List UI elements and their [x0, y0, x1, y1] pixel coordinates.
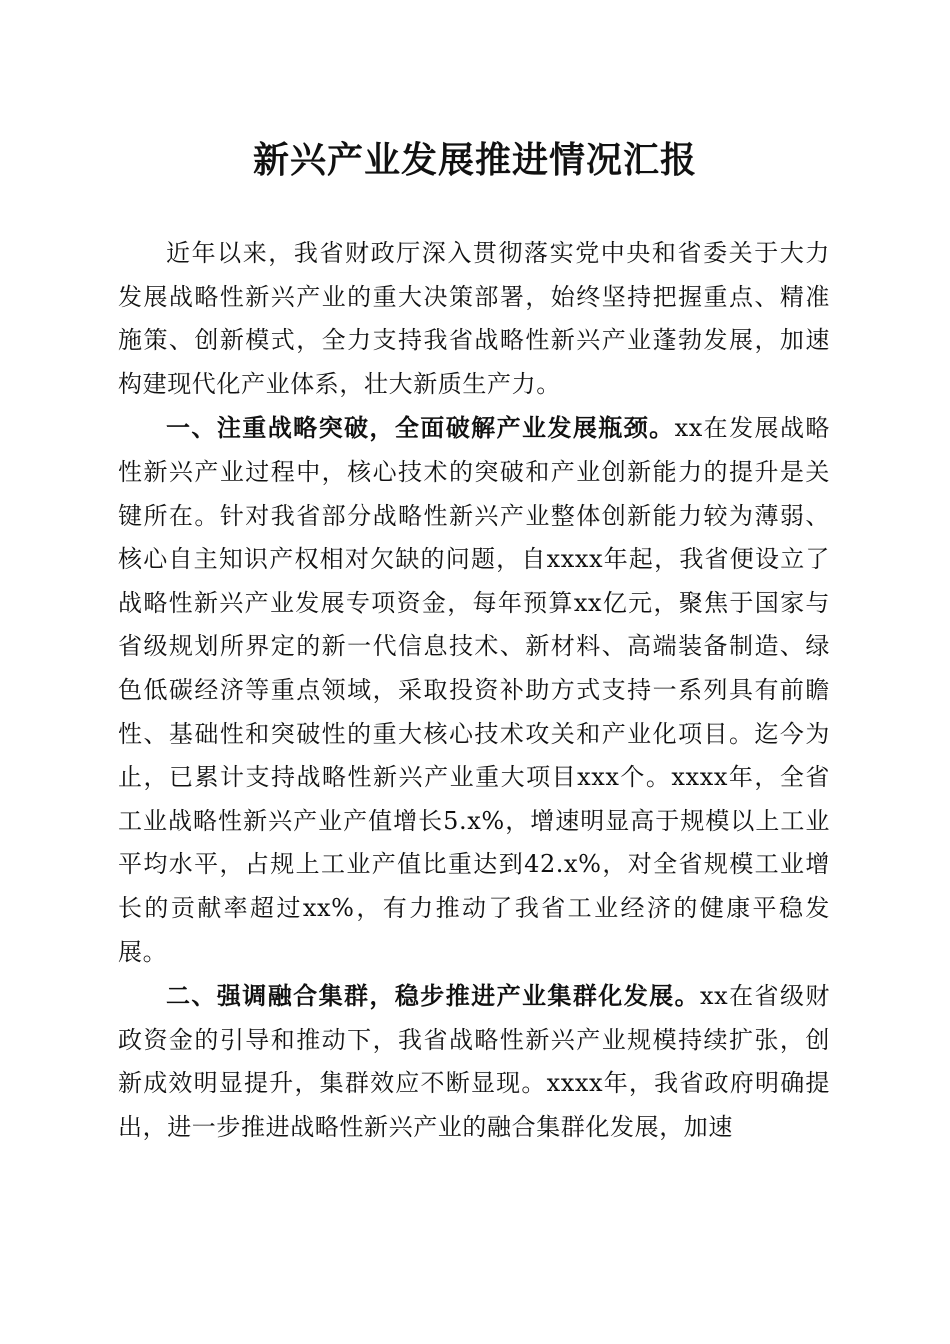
section-paragraph-2 [118, 975, 830, 1149]
section-heading-2: 二、强调融合集群，稳步推进产业集群化发展。 [166, 982, 701, 1011]
intro-paragraph: 近年以来，我省财政厅深入贯彻落实党中央和省委关于大力发展战略性新兴产业的重大决策部署，始终坚持把握重点、精准施策、创新模式，全力支持我省战略性新兴产业蓬勃发展，加速构建现代化产业体系，壮大新质生产力。 [118, 239, 830, 398]
section-text-2: xx在省级财政资金的引导和推动下，我省战略性新兴产业规模持续扩张，创新成效明显提升，集群效应不断显现。xxxx年，我省政府明确提出，进一步推进战略性新兴产业的融合集群化发展，加速 [118, 982, 831, 1141]
section-text-1: xx在发展战略性新兴产业过程中，核心技术的突破和产业创新能力的提升是关键所在。针对我省部分战略性新兴产业整体创新能力较为薄弱、核心自主知识产权相对欠缺的问题，自xxxx年起，我省便设立了战略性新兴产业发展专项资金，每年预算xx亿元，聚焦于国家与省级规划所界定的新一代信息技术、新材料、高端装备制造、绿色低碳经济等重点领域，采取投资补助方式支持一系列具有前瞻性、基础性和突破性的重大核心技术攻关和产业化项目。迄今为止，已累计支持战略性新兴产业重大项目xxx个。xxxx年，全省工业战略性新兴产业产值增长5.x%，增速明显高于规模以上工业平均水平，占规上工业产值比重达到42.x%，对全省规模工业增长的贡献率超过xx%，有力推动了我省工业经济的健康平稳发展。 [118, 414, 830, 966]
section-paragraph-1 [118, 407, 830, 974]
document-title: 新兴产业发展推进情况汇报 [252, 139, 697, 181]
section-heading-1: 一、注重战略突破，全面破解产业发展瓶颈。 [166, 414, 675, 443]
document-body [118, 232, 830, 1150]
